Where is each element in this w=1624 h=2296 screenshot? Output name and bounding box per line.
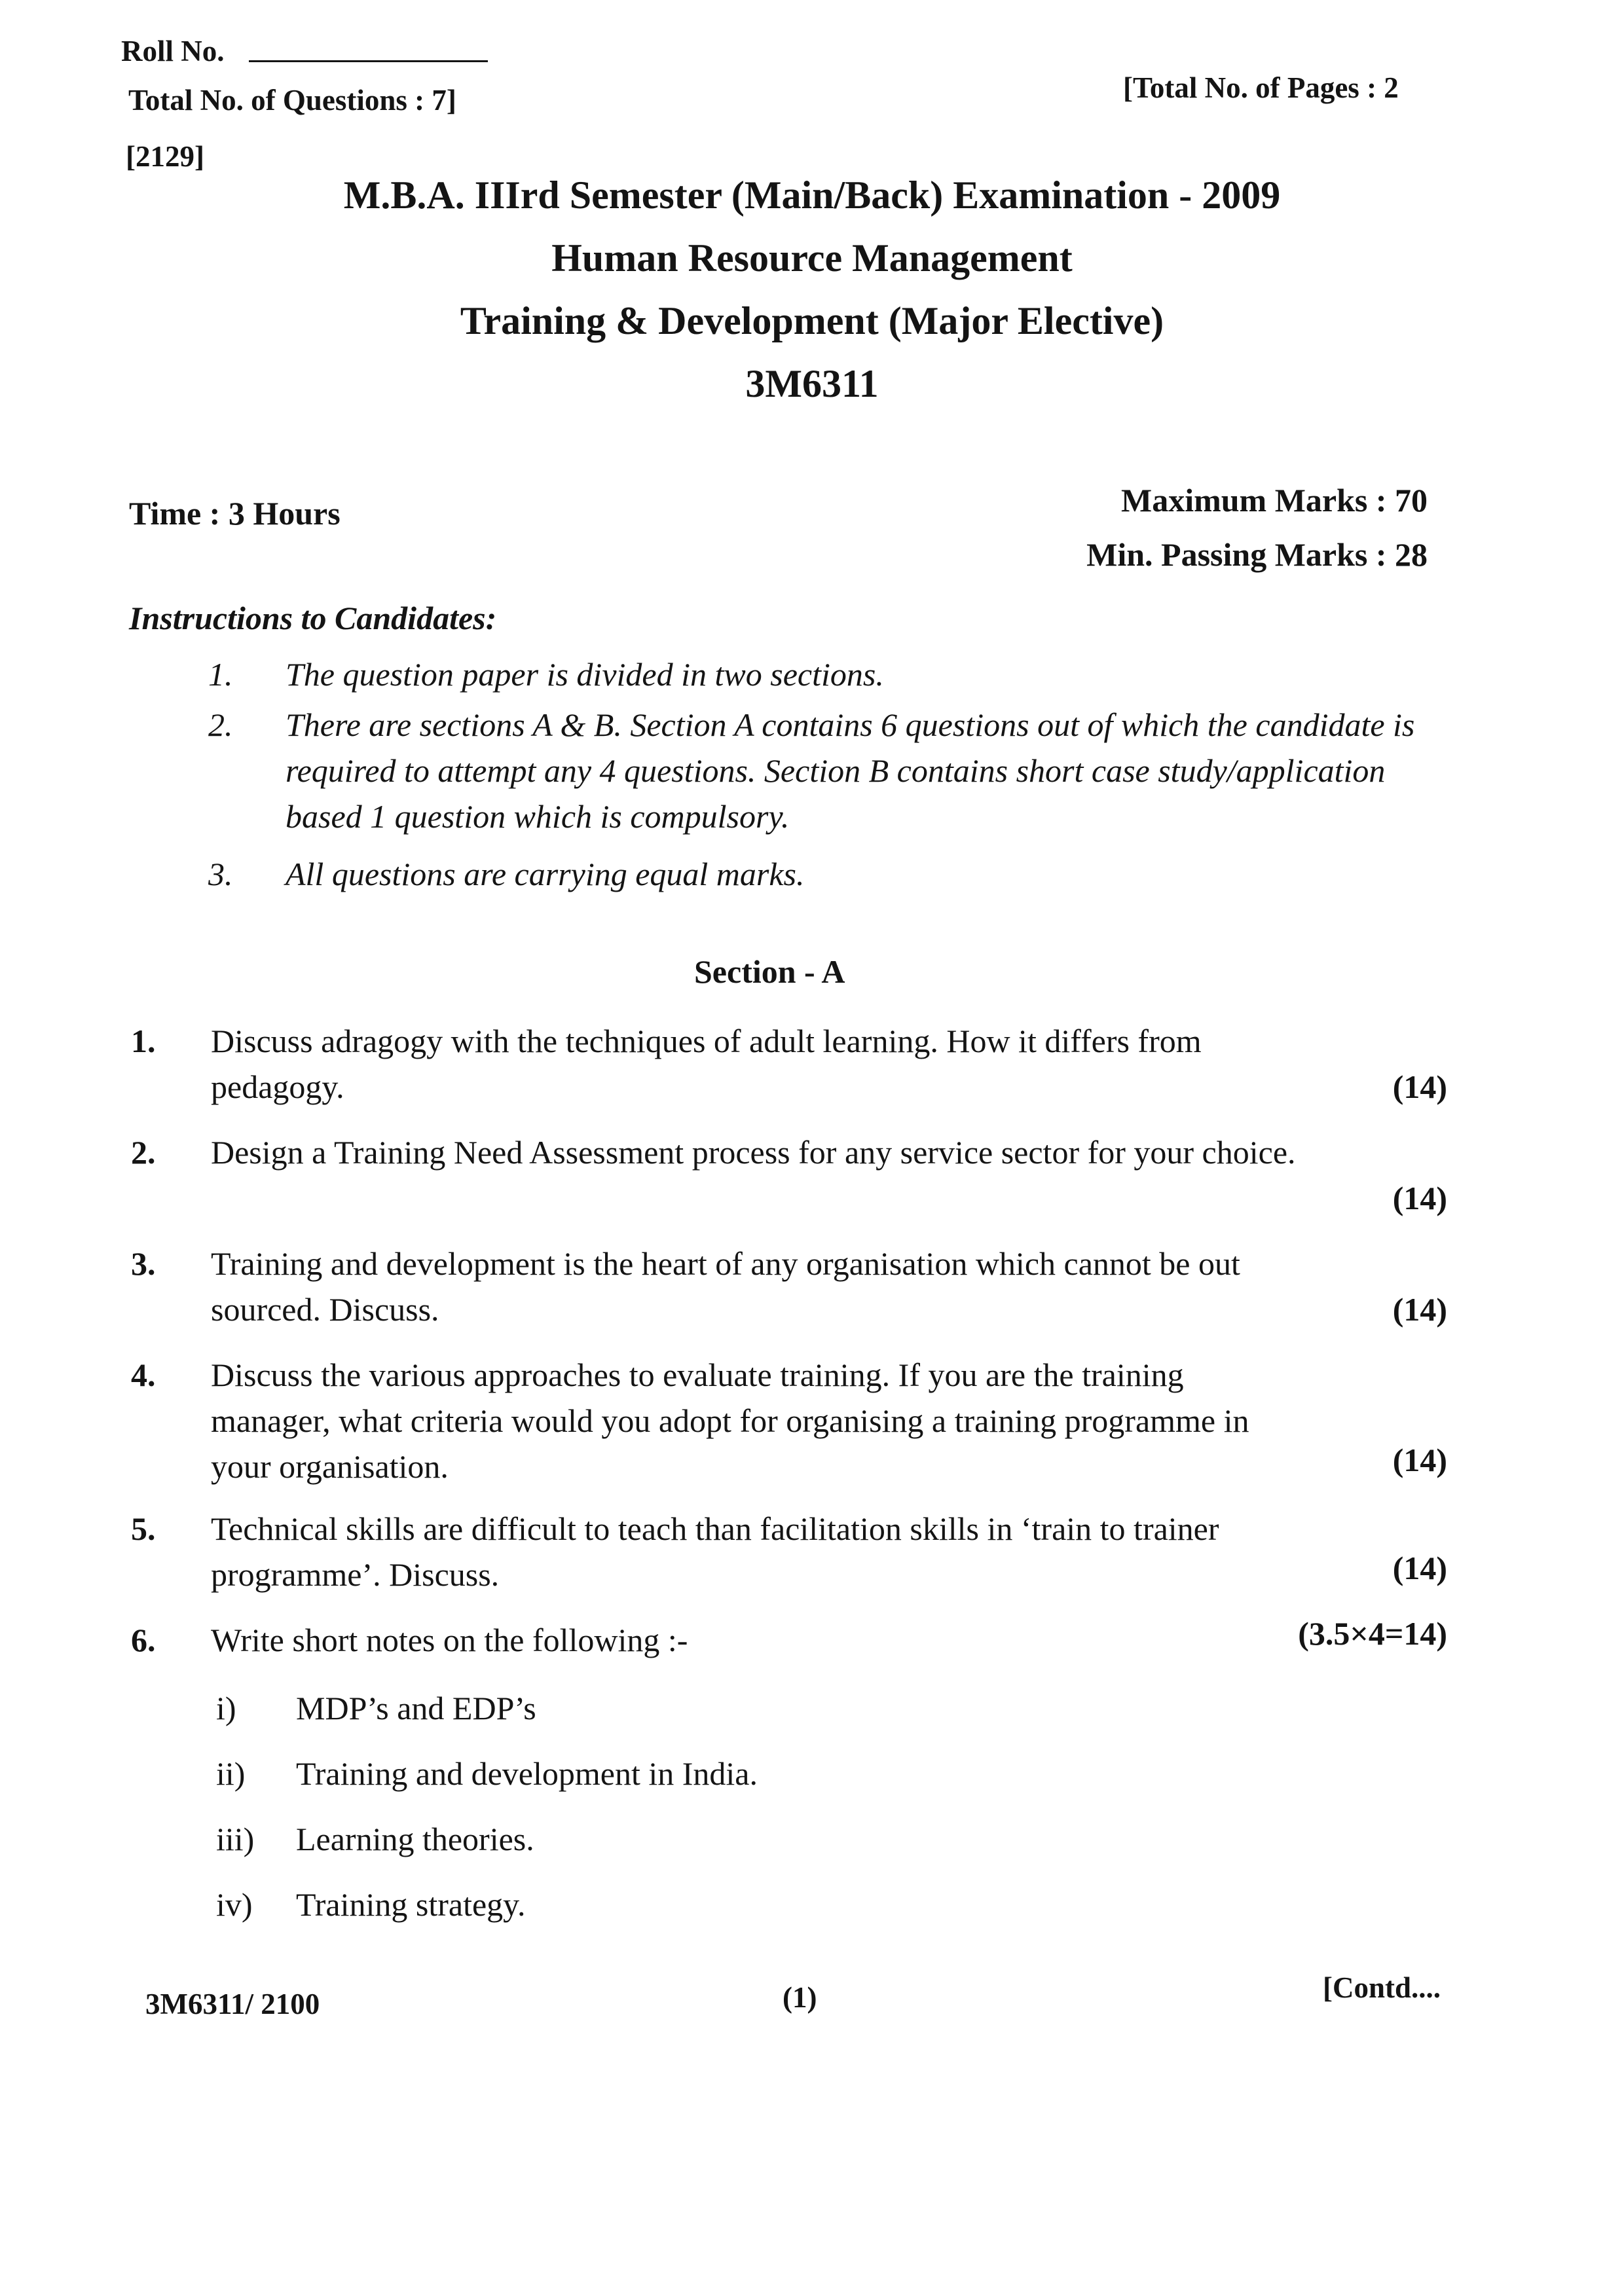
question-number: 6. (131, 1622, 156, 1658)
instruction-number: 2. (208, 706, 233, 743)
subitem-text: MDP’s and EDP’s (296, 1690, 536, 1726)
question-item (131, 1018, 1447, 1110)
question-marks: (14) (1392, 1068, 1447, 1105)
max-marks: Maximum Marks : 70 (1121, 482, 1428, 519)
question-number: 3. (131, 1245, 156, 1282)
total-pages: [Total No. of Pages : 2 (1123, 71, 1399, 104)
question-text: Discuss the various approaches to evaluate training. If you are the training manager, what criteria would you adopt for organising a training programme in your organisation. (211, 1357, 1249, 1485)
subitem-number: iii) (216, 1821, 255, 1857)
section-a-heading: Section - A (694, 953, 845, 990)
roll-no-line (249, 60, 488, 62)
instructions-heading: Instructions to Candidates: (129, 600, 497, 636)
question-marks: (14) (1392, 1180, 1447, 1216)
instruction-text: All questions are carrying equal marks. (286, 856, 805, 892)
question-marks: (14) (1392, 1442, 1447, 1478)
instruction-number: 3. (208, 856, 233, 892)
subitem-number: i) (216, 1690, 236, 1726)
paper-code: [2129] (126, 140, 204, 173)
subitem-number: iv) (216, 1886, 253, 1923)
question-number: 2. (131, 1134, 156, 1171)
instruction-text: The question paper is divided in two sections. (286, 656, 884, 693)
paper-title: Training & Development (Major Elective) (460, 299, 1164, 342)
continued-marker: [Contd.... (1323, 1971, 1441, 2004)
instruction-text: There are sections A & B. Section A contains 6 questions out of which the candidate is required to attempt any 4 questions. Section B contains short case study/application based 1 question which is compulsory. (286, 706, 1415, 835)
question-text: Discuss adragogy with the techniques of adult learning. How it differs from pedagogy. (211, 1023, 1202, 1105)
page-number: (1) (783, 1981, 817, 2014)
subitem-number: ii) (216, 1755, 246, 1792)
instruction-number: 1. (208, 656, 233, 693)
question-number: 4. (131, 1357, 156, 1393)
question-item (131, 1617, 1447, 1663)
course-code: 3M6311 (745, 362, 879, 405)
question-item (131, 1241, 1447, 1332)
question-number: 5. (131, 1510, 156, 1547)
min-passing-marks: Min. Passing Marks : 28 (1086, 536, 1428, 573)
question-text: Training and development is the heart of any organisation which cannot be out sourced. Discuss. (211, 1245, 1240, 1328)
subitem-text: Learning theories. (296, 1821, 534, 1857)
question-item (131, 1352, 1447, 1489)
title-block (0, 164, 1624, 415)
time-label: Time : 3 Hours (129, 495, 341, 532)
subitem-text: Training and development in India. (296, 1755, 758, 1792)
footer-code: 3M6311/ 2100 (145, 1988, 320, 2020)
subitem-text: Training strategy. (296, 1886, 526, 1923)
question-marks: (14) (1392, 1550, 1447, 1586)
question-text: Design a Training Need Assessment process for any service sector for your choice. (211, 1134, 1296, 1171)
exam-title: M.B.A. IIIrd Semester (Main/Back) Examination - 2009 (343, 173, 1281, 217)
question-number: 1. (131, 1023, 156, 1059)
total-questions: Total No. of Questions : 7] (128, 84, 456, 117)
question-item (131, 1129, 1447, 1221)
question-text: Write short notes on the following :- (211, 1622, 688, 1658)
question-marks: (3.5×4=14) (1298, 1615, 1447, 1652)
question-marks: (14) (1392, 1291, 1447, 1328)
question-item (131, 1506, 1447, 1597)
question-text: Technical skills are difficult to teach than facilitation skills in ‘train to trainer programme’. Discuss. (211, 1510, 1219, 1593)
roll-no-label: Roll No. (121, 35, 225, 67)
subject-title: Human Resource Management (551, 236, 1073, 280)
